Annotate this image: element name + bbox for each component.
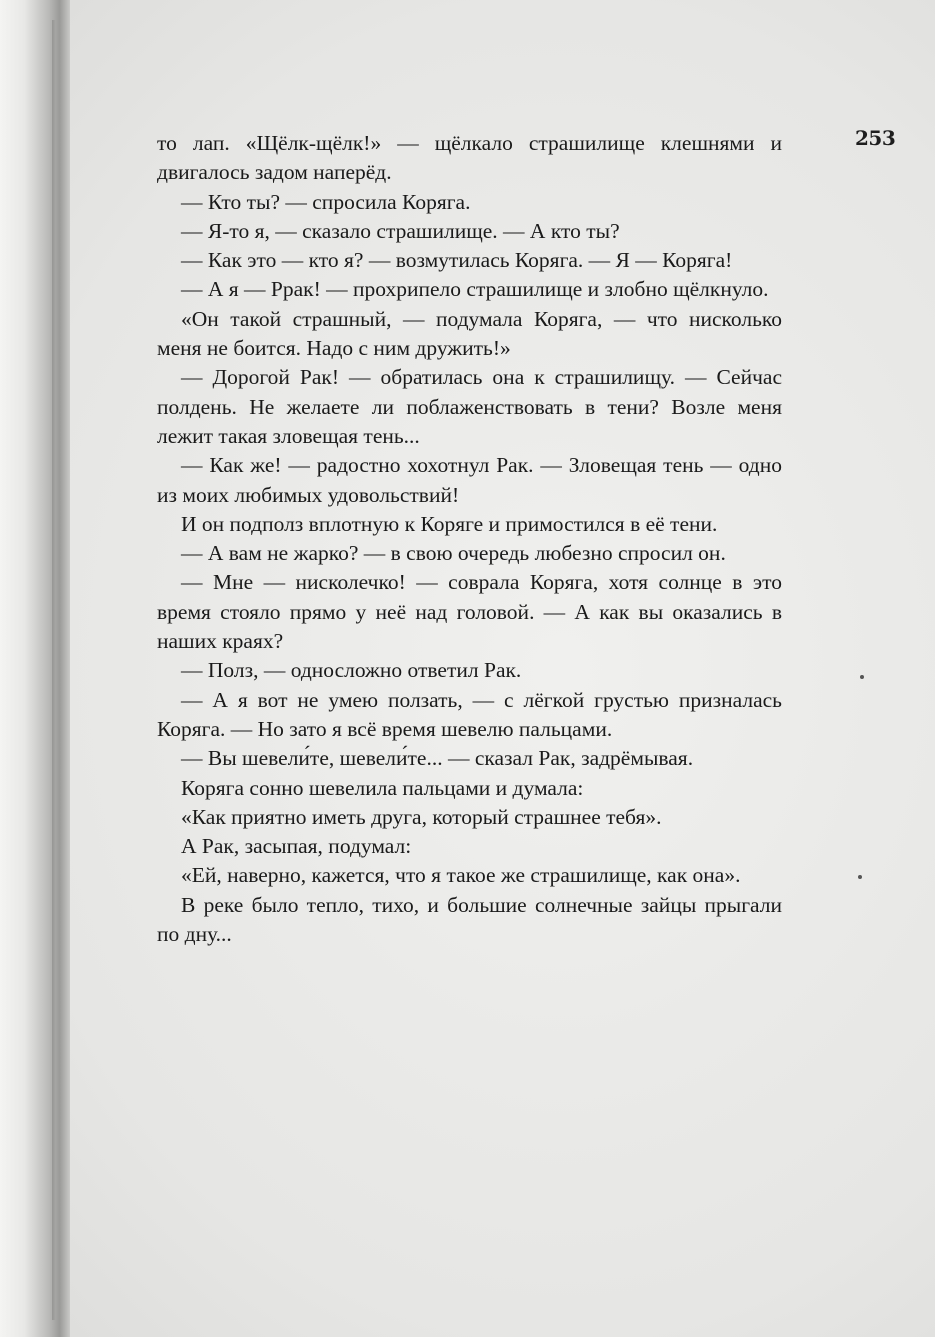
paragraph: — А вам не жарко? — в свою очередь любезно спросил он.: [181, 541, 726, 566]
paragraph: «Ей, наверно, кажется, что я такое же страшилище, как она».: [181, 863, 741, 888]
paragraph: — Полз, — односложно ответил Рак.: [181, 658, 522, 683]
paragraph: — Я-то я, — сказало страшилище. — А кто ты?: [181, 218, 620, 243]
speck-mark: [858, 875, 862, 879]
paragraph: — Дорогой Рак! — обратилась она к страшилищу. — Сейчас полдень. Не желаете ли поблаженствовать в тени? Возле меня лежит такая зловещая тень...: [157, 365, 782, 448]
paragraph: — А я — Ррак! — прохрипело страшилище и злобно щёлкнуло.: [181, 277, 769, 302]
story-text: [157, 129, 782, 949]
page-number: 253: [855, 126, 896, 150]
paragraph: А Рак, засыпая, подумал:: [181, 834, 412, 859]
paragraph: — Мне — нисколечко! — соврала Коряга, хотя солнце в это время стояло прямо у неё над головой. — А как вы оказались в наших краях?: [157, 570, 782, 654]
paragraph: — А я вот не умею ползать, — с лёгкой грустью призналась Коряга. — Но зато я всё время шевелю пальцами.: [157, 687, 782, 741]
paragraph: «Как приятно иметь друга, который страшнее тебя».: [181, 804, 662, 829]
paragraph: — Кто ты? — спросила Коряга.: [181, 189, 471, 214]
paragraph: — Вы шевели́те, шевели́те... — сказал Рак, задрёмывая.: [181, 746, 694, 771]
paragraph: — Как же! — радостно хохотнул Рак. — Зловещая тень — одно из моих любимых удовольствий!: [157, 453, 782, 507]
paragraph: — Как это — кто я? — возмутилась Коряга. — Я — Коряга!: [181, 248, 733, 273]
paragraph: Коряга сонно шевелила пальцами и думала:: [181, 775, 584, 800]
paragraph: то лап. «Щёлк-щёлк!» — щёлкало страшилище клешнями и двигалось задом наперёд.: [157, 131, 782, 185]
spine-fold-line: [52, 20, 56, 1320]
paragraph: В реке было тепло, тихо, и большие солнечные зайцы прыгали по дну...: [157, 892, 782, 947]
book-spine-shadow: [0, 0, 70, 1337]
speck-mark: [860, 675, 864, 679]
paragraph: И он подполз вплотную к Коряге и примостился в её тени.: [181, 511, 718, 536]
paragraph: «Он такой страшный, — подумала Коряга, — что нисколько меня не боится. Надо с ним дружить!»: [157, 306, 782, 361]
